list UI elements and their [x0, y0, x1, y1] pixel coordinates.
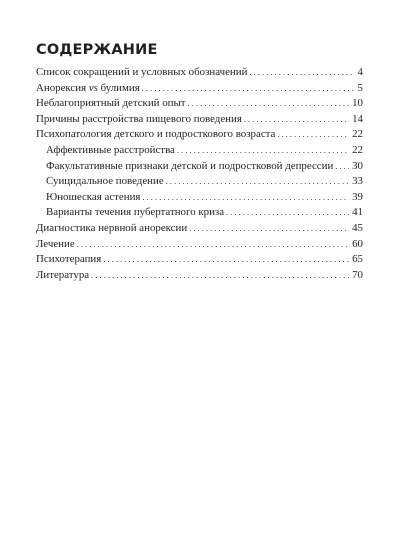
- toc-dot-leader: [77, 237, 349, 253]
- toc-page-number: 45: [352, 221, 363, 234]
- toc-entry: [36, 96, 363, 112]
- toc-page-number: 5: [357, 81, 363, 94]
- toc-entry-title: Факультативные признаки детской и подростковой депрессии: [46, 159, 334, 172]
- toc-entry-title-part: Анорексия: [36, 81, 89, 94]
- toc-entry-title: Суицидальное поведение: [46, 175, 164, 188]
- toc-entry-title: [36, 81, 142, 97]
- toc-entry-title: Психопатология детского и подросткового возраста: [36, 128, 276, 141]
- toc-page-number: 22: [352, 128, 363, 141]
- toc-page-number: 39: [352, 190, 363, 203]
- toc-entry: [36, 252, 363, 268]
- toc-page-number: 70: [352, 268, 363, 281]
- toc-subentry: [36, 205, 363, 221]
- toc-dot-leader: [226, 205, 349, 221]
- toc-entry: [36, 81, 363, 97]
- toc-subentry: [36, 143, 363, 159]
- toc-dot-leader: [91, 268, 349, 284]
- toc-entry-title: Аффективные расстройства: [46, 143, 175, 156]
- toc-dot-leader: [177, 143, 349, 159]
- toc-page-number: 41: [352, 206, 363, 219]
- toc-entry: [36, 237, 363, 253]
- toc-page-number: 22: [352, 143, 363, 156]
- toc-subentry: [36, 159, 363, 175]
- toc-entry-title: Психотерапия: [36, 253, 102, 266]
- toc-dot-leader: [335, 159, 349, 175]
- toc-page-number: 65: [352, 253, 363, 266]
- toc-entry-title-italic: vs: [88, 81, 98, 94]
- toc-dot-leader: [142, 190, 349, 206]
- toc-dot-leader: [166, 174, 349, 190]
- toc-entry: [36, 127, 363, 143]
- toc-dot-leader: [142, 81, 355, 97]
- toc-entry: [36, 221, 363, 237]
- toc-entry-title: Список сокращений и условных обозначений: [36, 66, 248, 78]
- toc-page-number: 30: [352, 159, 363, 172]
- toc-page-number: 60: [352, 237, 363, 250]
- page-title: СОДЕРЖАНИЕ: [36, 42, 158, 58]
- toc-dot-leader: [249, 65, 354, 81]
- toc-entry-title: Юношеская астения: [46, 190, 141, 203]
- toc-entry-title: Варианты течения пубертатного криза: [46, 206, 225, 219]
- toc-entry-title: Неблагоприятный детский опыт: [36, 97, 186, 110]
- toc-subentry: [36, 190, 363, 206]
- table-of-contents: [36, 65, 363, 283]
- toc-dot-leader: [244, 112, 349, 128]
- toc-dot-leader: [189, 221, 349, 237]
- toc-dot-leader: [277, 127, 349, 143]
- toc-entry-title: Причины расстройства пищевого поведения: [36, 112, 242, 125]
- toc-subentry: [36, 174, 363, 190]
- toc-entry: [36, 112, 363, 128]
- toc-page-number: 33: [352, 175, 363, 188]
- toc-entry-title: Диагностика нервной анорексии: [36, 221, 188, 234]
- toc-page-number: 14: [352, 112, 363, 125]
- toc-entry: [36, 268, 363, 284]
- toc-entry: [36, 65, 363, 81]
- toc-entry-title: Лечение: [36, 237, 75, 250]
- toc-dot-leader: [103, 252, 349, 268]
- toc-entry-title-part: булимия: [97, 81, 140, 94]
- toc-entry-title: Литература: [36, 268, 90, 281]
- toc-page-number: 4: [357, 66, 363, 78]
- toc-page-number: 10: [352, 97, 363, 110]
- toc-dot-leader: [188, 96, 350, 112]
